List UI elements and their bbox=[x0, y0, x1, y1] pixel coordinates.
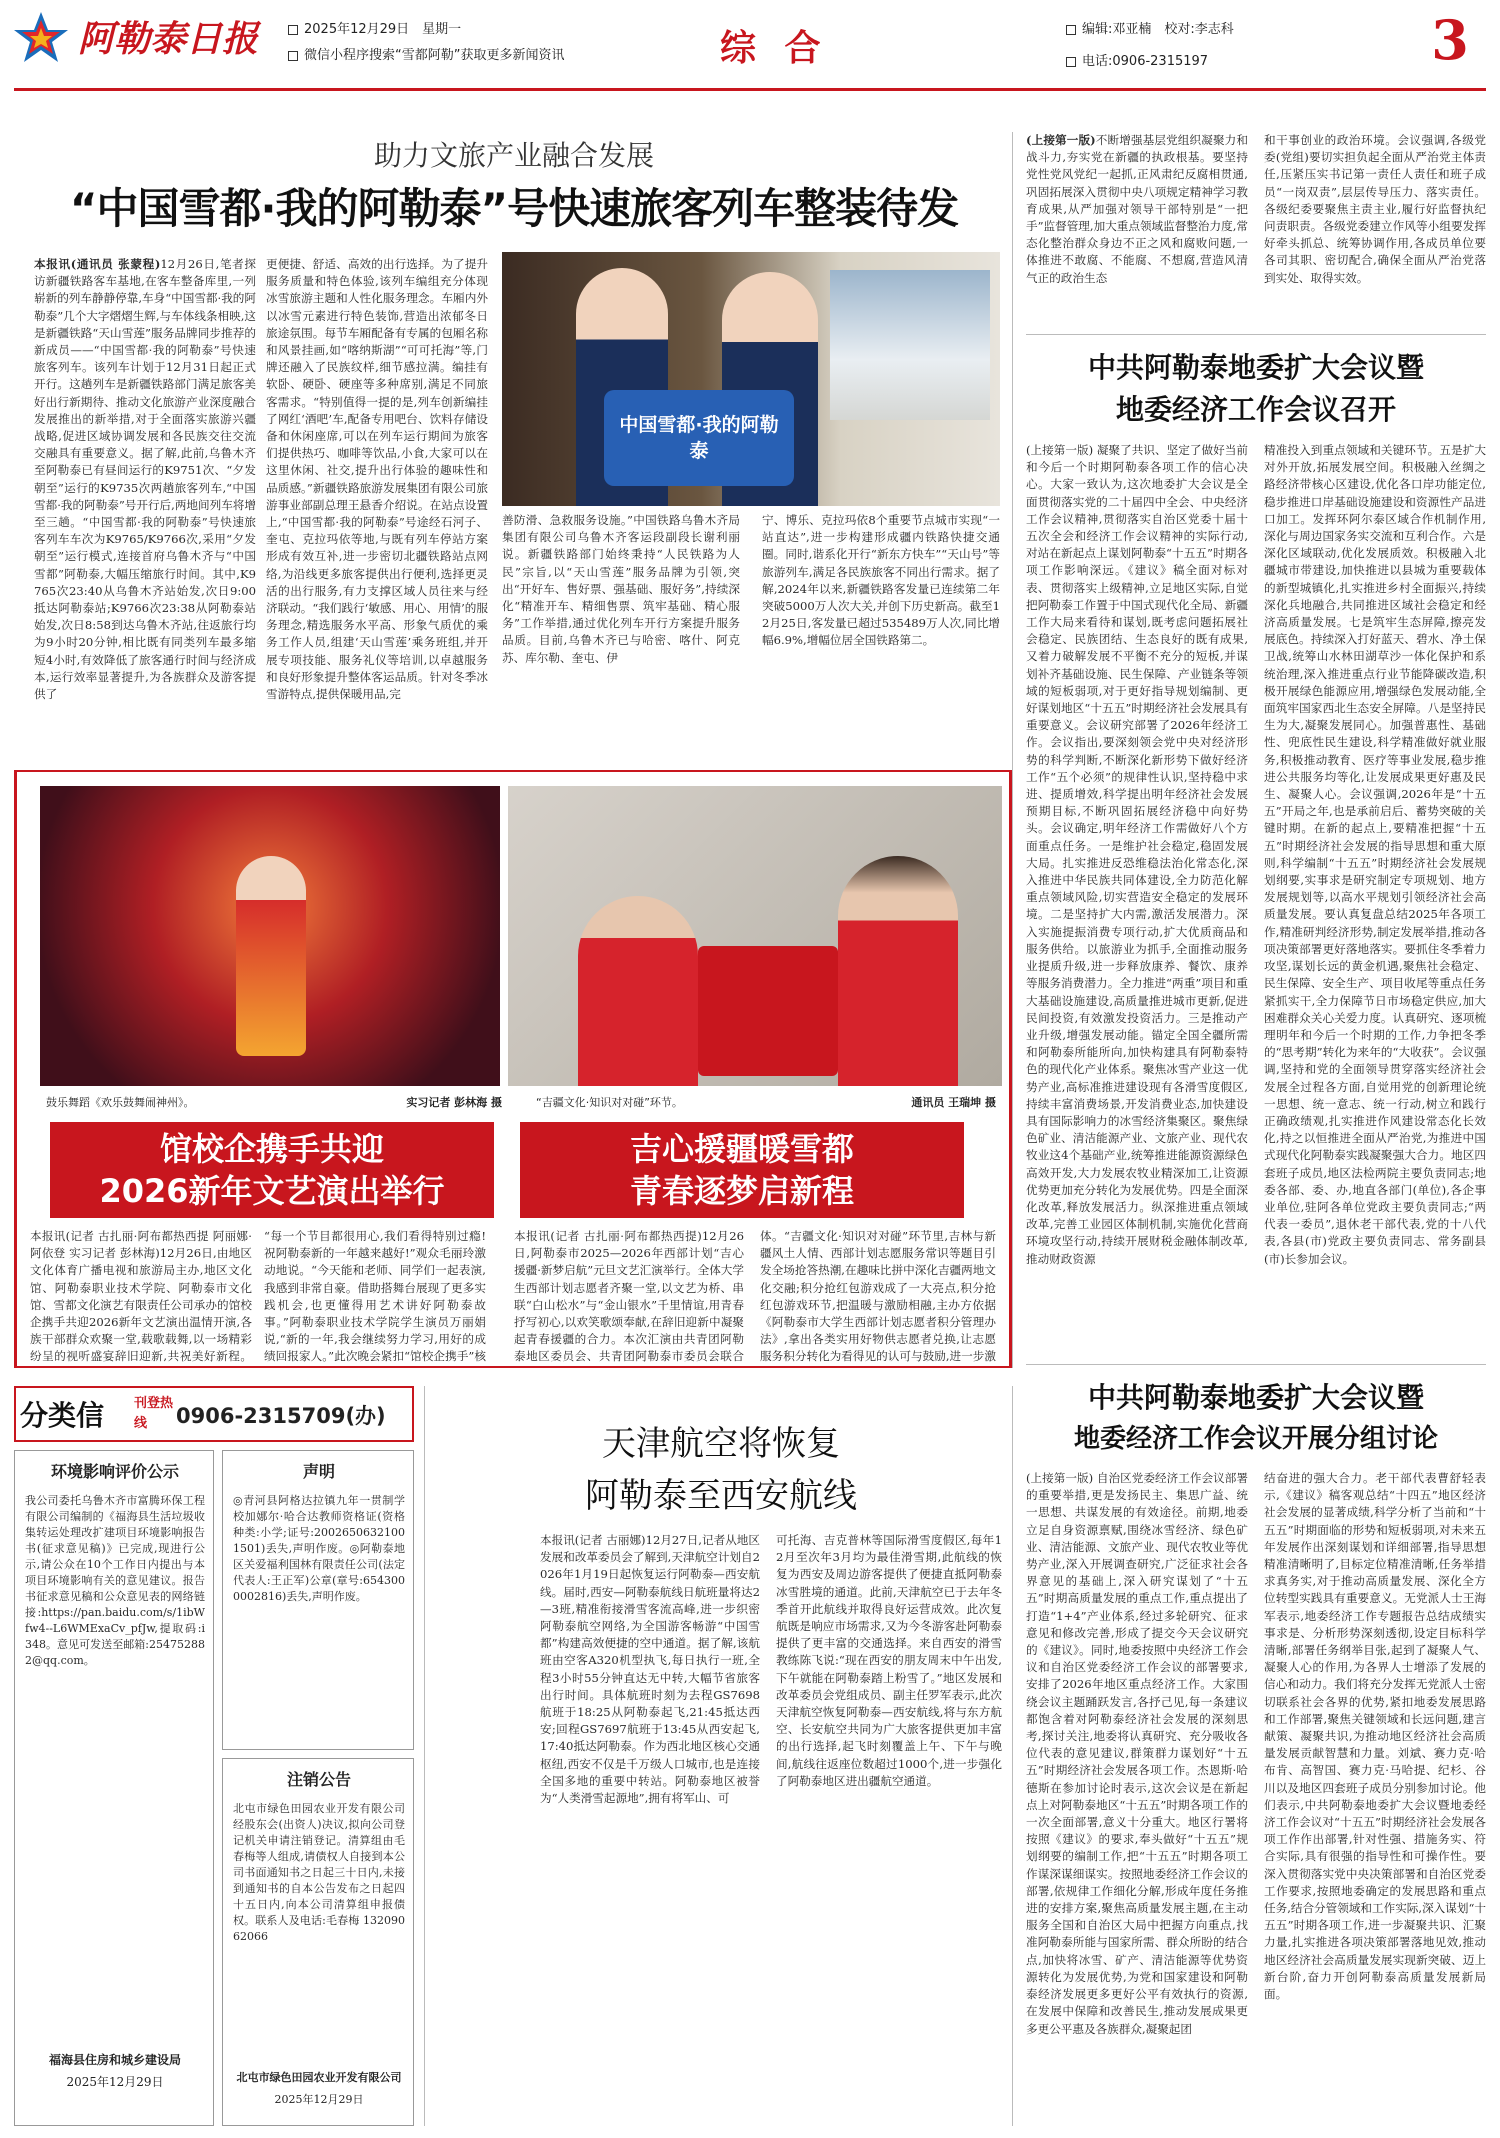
lead-kicker: 助力文旅产业融合发展 bbox=[373, 139, 654, 172]
cancellation-signer: 北屯市绿色田园农业开发有限公司 bbox=[236, 2071, 402, 2084]
paper-name: 阿勒泰日报 bbox=[78, 19, 259, 60]
env-body: 我公司委托乌鲁木齐市富腾环保工程有限公司编制的《福海县生活垃圾收集转运处理改扩建项目环境影响报告书(征求意见稿)》已完成,现进行公示,请公众在10个工作日内提出与本项目环境影响有关的意见建议。报告书征求意见稿和公众意见表的网络链接:https://pan.baidu.com/s/1ibWfw4--L6WMExaCv_pfJw,提取码:i348。意见可发送至邮箱:254752882@qq.com。 bbox=[25, 1494, 205, 1667]
story3-rule bbox=[1026, 1364, 1486, 1365]
newspaper-logo-icon bbox=[10, 10, 72, 72]
right-photo-credit: 通讯员 王瑞坤 摄 bbox=[911, 1096, 996, 1109]
statement-body: ◎青河县阿格达拉镇九年一贯制学校加娜尔·哈合达教师资格证(资格种类:小学;证号:20026506321001501)丢失,声明作废。◎阿勒泰地区关爱福利国林有限责任公司(法定代表人:王正军)公章(章号:6543000002816)丢失,声明作废。 bbox=[233, 1494, 405, 1603]
volunteer-right bbox=[838, 856, 958, 1086]
lead-col-4: 宁、博乐、克拉玛依8个重要节点城市实现“一站直达”,进一步构建形成疆内铁路快捷交通圈。同时,谐系化开行“新东方快车”“天山号”等旅游列车,满足各民族旅客不同出行需求。据了解,2024年以来,新疆铁路客发量已连续第二年突破5000万人次大关,并创下历史新高。截至12月25日,客发量已超过535489万人次,同比增幅6.9%,增幅位居全国铁路第二。 bbox=[762, 513, 1000, 648]
culture-right-col-2: 体。“吉疆文化·知识对对碰”环节里,吉林与新疆风土人情、西部计划志愿服务常识等题目引发全场抢答热潮,在趣味比拼中深化吉疆两地文化交融;积分抢红包游戏成了一大亮点,积分抢红包游戏环节,把温暖与激励相融,主办方依据《阿勒泰市大学生西部计划志愿者积分管理办法》,拿出各类实用好物供志愿者兑换,让志愿服务积分转化为看得见的认可与鼓励,进一步激 bbox=[760, 1229, 996, 1362]
left-photo-credit: 实习记者 彭林海 摄 bbox=[406, 1096, 502, 1109]
story3-col-1: (上接第一版) 自治区党委经济工作会议部署的重要举措,更是发扬民主、集思广益、统一思想、共谋发展的有效途径。前期,地委立足自身资源禀赋,围绕冰雪经济、绿色矿业、清洁能源、文旅产业、现代农牧业等优势产业,深入开展调查研究,广泛征求社会各界意见的基础上,深入研究谋划了“十五五”时期高质量发展的重点工作,重点提出了打造“1+4”产业体系,经过多轮研究、征求意见和修改完善,形成了提交今天会议研究的《建议》。同时,地委按照中央经济工作会议和自治区党委经济工作会议的部署要求,安排了2026年地区重点经济工作。大家围绕会议主题踊跃发言,各抒己见,每一条建议都饱含着对阿勒泰经济社会发展的深刻思考,探讨关注,地委将认真研究、充分吸收各位代表的意见建议,群策群力谋划好“十五五”时期经济社会发展各项工作。杰恩斯·哈德斯在参加讨论时表示,这次会议是在新起点上对阿勒泰地区“十五五”时期各项工作的一次全面部署,意义十分重大。地区行署将按照《建议》的要求,奉头做好“十五五”规划纲要的编制工作,把“十五五”时期各项工作谋深谋细谋实。按照地委经济工作会议的部署,依规律工作细化分解,形成年度任务推进的安排方案,聚焦高质量发展主题,在主动服务全国和自治区大局中把握方向重点,找准阿勒泰所能与国家所需、群众所盼的结合点,加快将冰雪、矿产、清洁能源等优势资源转化为发展优势,为党和国家建设和阿勒泰经济发展更多更好公平有效执行的资源,在发展中保障和改善民生,推动发展成果更多更公平惠及各族群众,凝聚起团 bbox=[1026, 1471, 1248, 2036]
story4-headline-line-1: 天津航空将恢复 bbox=[602, 1424, 840, 1464]
right-culture-headline-line-2: 青春逐梦启新程 bbox=[629, 1172, 854, 1210]
editor-line: 编辑:邓亚楠 校对:李志科 bbox=[1066, 18, 1366, 38]
dancer-figure bbox=[236, 856, 306, 1056]
story4-col-1: 本报讯(记者 古丽娜)12月27日,记者从地区发展和改革委员会了解到,天津航空计划自2026年1月19日起恢复运行阿勒泰—西安航线。届时,西安—阿勒泰航线日航班量将达2—3班,精准衔接滑雪客流高峰,进一步织密阿勒泰航空网络,为全国游客畅游“中国雪都”构建高效便捷的空中通道。据了解,该航班由空客A320机型执飞,每日执行一班,全程3小时55分钟直达无中转,大幅节省旅客出行时间。具体航班时刻为去程GS7698航班于18:25从阿勒泰起飞,21:45抵达西安;回程GS7697航班于13:45从西安起飞,17:40抵达阿勒泰。作为西北地区核心交通枢纽,西安不仅是千万级人口城市,也是连接全国多地的重要中转站。阿勒泰地区被誉为“人类滑雪起源地”,拥有将军山、可 bbox=[540, 1533, 760, 1806]
pillow-banner: 中国雪都·我的阿勒泰 bbox=[604, 390, 794, 486]
env-title: 环境影响评价公示 bbox=[50, 1462, 179, 1481]
right-top-col-1-text: 不断增强基层党组织凝聚力和战斗力,夯实党在新疆的执政根基。要坚持党性党风党纪一起抓,正风肃纪反腐相贯通,巩固拓展深入贯彻中央八项规定精神学习教育成果,从严加强对领导干部特别是“一把手”监督管理,加大重点领域监督整治力度,常态化整治群众身边不正之风和腐败问题,一体推进不敢腐、不能腐、不想腐,营造风清气正的政治生态 bbox=[1026, 133, 1248, 285]
right-culture-headline-line-1: 吉心援疆暖雪都 bbox=[629, 1130, 854, 1168]
statement-notice bbox=[222, 1450, 414, 1750]
culture-left-col-2: “每一个节目都很用心,我们看得特别过瘾!祝阿勒泰新的一年越来越好!”观众毛丽玲激动地说。“今天能和老师、同学们一起表演,我感到非常自豪。借助搭舞台展现了更多实践机会,也更懂得用艺术讲好阿勒泰故事。”阿勒泰职业技术学院学生演员万丽娟说,“新的一年,我会继续努力学习,用好的成绩回报家人。”此次晚会紧扣“馆校企携手”核 bbox=[264, 1229, 486, 1362]
left-culture-headline bbox=[50, 1122, 494, 1218]
classified-banner bbox=[14, 1386, 414, 1442]
env-signer: 福海县住房和城乡建设局 bbox=[48, 2053, 181, 2067]
right-top-col-2: 和干事创业的政治环境。会议强调,各级党委(党组)要切实担负起全面从严治党主体责任,压紧压实书记第一责任人责任和班子成员“一岗双责”,层层传导压力、落实责任。各级纪委要聚焦主责主业,履行好监督执纪问责职责。各级党委建立作风等小组要发挥好牵头抓总、统筹协调作用,各成员单位要各司其职、密切配合,确保全面从严治党落到实处、取得实效。 bbox=[1264, 133, 1486, 285]
volunteer-left bbox=[578, 896, 698, 1086]
cancellation-body: 北屯市绿色田园农业开发有限公司经股东会(出资人)决议,拟向公司登记机关申请注销登记。清算组由毛春梅等人组成,请债权人自接到本公司书面通知书之日起三十日内,未接到通知书的自本公告发布之日起四十五日内,向本公司清算组申报债权。联系人及电话:毛春梅 13209062066 bbox=[233, 1802, 405, 1943]
left-culture-headline-line-1: 馆校企携手共迎 bbox=[159, 1130, 384, 1168]
cancellation-date: 2025年12月29日 bbox=[274, 2093, 364, 2106]
culture-top-rule bbox=[14, 770, 1012, 772]
left-culture-headline-line-2: 2026新年文艺演出举行 bbox=[99, 1172, 445, 1210]
statement-title: 声明 bbox=[302, 1462, 335, 1481]
right-top-lead-tag: (上接第一版) bbox=[1026, 133, 1096, 147]
train-attendants-photo bbox=[502, 252, 1000, 506]
left-photo-caption: 鼓乐舞蹈《欢乐鼓舞闹神州》。 bbox=[46, 1096, 195, 1109]
culture-right-col-1: 本报讯(记者 古扎丽·阿布都热西提)12月26日,阿勒泰市2025—2026年西部计划“吉心援疆·新梦启航”元旦文艺汇演举行。全体大学生西部计划志愿者齐聚一堂,以文艺为桥、串联“白山松水”与“金山银水”千里情谊,用青春抒写初心,以欢笑歌颂奉献,在辞旧迎新中凝聚起青春援疆的合力。本次汇演由共青团阿勒泰地区委员会、共青团阿勒泰市委员会联合 bbox=[514, 1229, 744, 1362]
story4-col-2: 可托海、吉克普林等国际滑雪度假区,每年12月至次年3月均为最佳滑雪期,此航线的恢复为西安及周边游客提供了便捷直抵阿勒泰冰雪胜境的通道。此前,天津航空已于去年冬季首开此航线并取得良好运营成效。此次复航既是响应市场需求,又为今冬游客赴阿勒泰提供了更丰富的交通选择。来自西安的滑雪教练陈飞说:“现在西安的朋友周末中午出发,下午就能在阿勒泰踏上粉雪了。”地区发展和改革委员会党组成员、副主任罗军表示,此次天津航空恢复阿勒泰—西安航线,将与东方航空、长安航空共同为广大旅客提供更加丰富的出行选择,起飞时刻覆盖上午、下午与晚间,航线往返座位数超过1000个,进一步强化了阿勒泰地区进出疆航空通道。 bbox=[776, 1533, 1002, 1788]
story3-headline-line-2: 地委经济工作会议开展分组讨论 bbox=[1073, 1424, 1438, 1454]
culture-bottom-rule bbox=[14, 1366, 1012, 1368]
right-top-col-1 bbox=[1026, 132, 1248, 322]
story4-headline-line-2: 阿勒泰至西安航线 bbox=[585, 1476, 857, 1516]
red-box bbox=[698, 946, 838, 1076]
lead-right-divider bbox=[1012, 132, 1013, 1368]
env-date: 2025年12月29日 bbox=[66, 2075, 164, 2089]
culture-left-col-1: 本报讯(记者 古扎丽·阿布都热西提 阿丽娜·阿依登 实习记者 彭林海)12月26日,由地区文化体育广播电视和旅游局主办,地区文化馆、阿勒泰职业技术学院、阿勒泰市文化馆、雪都文化演艺有限责任公司承办的馆校企携手共迎2026新年文艺演出温情开演,各族干部群众欢聚一堂,载歌载舞,以一场精彩纷呈的视听盛宴辞旧迎新,共祝美好新程。 bbox=[30, 1229, 252, 1362]
volunteer-photo bbox=[508, 786, 1002, 1086]
story2-col-2: 精准投入到重点领域和关键环节。五是扩大对外开放,拓展发展空间。积极融入丝绸之路经济带核心区建设,优化各口岸功能定位,稳步推进口岸基础设施建设和资源性产品进口加工。发挥环阿尔泰区域合作机制作用,深化与周边国家务实交流和互利合作。六是深化区域联动,优化发展质效。积极融入北疆城市带建设,加快推进以县城为重要载体的新型城镇化,扎实推进乡村全面振兴,持续深化兵地融合,共同推进区域社会稳定和经济高质量发展。七是筑牢生态屏障,擦亮发展底色。持续深入打好蓝天、碧水、净土保卫战,统筹山水林田湖草沙一体化保护和系统治理,深入推进重点行业节能降碳改造,积极开展绿色能源应用,增强绿色发展动能,全面筑牢国家西北生态安全屏障。八是坚持民生为大,凝聚发展同心。加强普惠性、基础性、兜底性民生建设,科学精准做好就业服务,积极推动教育、医疗等事业发展,稳步推进公共服务均等化,让发展成果更好惠及民生、凝聚人心。会议强调,2026年是“十五五”开局之年,也是承前启后、蓄势突破的关键时期。在新的起点上,要精准把握“十五五”时期经济社会发展的指导思想和重大原则,科学编制“十五五”时期经济社会发展规划纲要,实事求是研究制定专项规划、地方发展规划等,以高水平规划引领经济社会高质量发展。要认真复盘总结2025年各项工作,精准研判经济形势,制定发展举措,推动各项决策部署更好落地落实。要抓住冬季着力攻坚,谋划长远的黄金机遇,聚焦社会稳定、民生保障、安全生产、项目收尾等重点任务紧抓实干,全力保障节日市场稳定供应,加大困难群众关心关爱力度。认真研究、逐项梳理明年和今后一个时期的工作,力争把冬季的“思考期”转化为来年的“大收获”。会议强调,坚持和党的全面领导贯穿落实经济社会发展全过程各方面,自觉用党的创新理论统一思想、统一意志、统一行动,树立和践行正确政绩观,扎实推进作风建设常态化长效化,持之以恒推进全面从严治党,为推进中国式现代化阿勒泰实践凝聚强大合力。地区四套班子成员,地区法检两院主要负责同志;地委各部、委、办,地直各部门(单位),各企事业单位,驻阿各单位党政主要负责同志;“两代表一委员”,退休老干部代表,党的十八代表,各县(市)党政主要负责同志、常务副县(市)长参加会议。 bbox=[1264, 443, 1486, 1266]
section-name: 综 合 bbox=[720, 28, 829, 69]
lead-byline: 本报讯(通讯员 张蒙程) bbox=[34, 257, 161, 271]
wall-painting bbox=[830, 270, 990, 420]
cancellation-title: 注销公告 bbox=[286, 1770, 351, 1789]
classified-title: 分类信 bbox=[20, 1399, 105, 1432]
masthead-rule bbox=[14, 88, 1486, 91]
lead-col-3: 善防滑、急救服务设施。”中国铁路乌鲁木齐局集团有限公司乌鲁木齐客运段副段长谢利丽说。新疆铁路部门始终秉持“人民铁路为人民”宗旨,以“天山雪莲”服务品牌为引领,突出“开好车、售好票、强基础、服好务”,持续深化“精准开车、精细售票、筑牢基础、精心服务”工作举措,通过优化列车开行方案提升服务品质。目前,乌鲁木齐已与哈密、喀什、阿克苏、库尔勒、奎屯、伊 bbox=[502, 513, 740, 665]
wechat-line: 微信小程序搜索“雪都阿勒”获取更多新闻资讯 bbox=[288, 44, 708, 64]
drum-dance-photo bbox=[40, 786, 500, 1086]
phone-line: 电话:0906-2315197 bbox=[1066, 50, 1366, 70]
hotline-label: 刊登热线 bbox=[134, 1396, 174, 1431]
right-photo-caption: “吉疆文化·知识对对碰”环节。 bbox=[536, 1096, 683, 1109]
story4-right-divider bbox=[1012, 1386, 1013, 2126]
lead-col-1 bbox=[34, 256, 256, 800]
story4-left-divider bbox=[424, 1386, 425, 2126]
cancellation-notice bbox=[222, 1758, 414, 2126]
env-notice bbox=[14, 1450, 214, 2126]
lead-headline: “中国雪都·我的阿勒泰”号快速旅客列车整装待发 bbox=[69, 184, 959, 233]
date-line: 2025年12月29日 星期一 bbox=[288, 18, 708, 38]
story2-headline-line-1: 中共阿勒泰地委扩大会议暨 bbox=[1087, 351, 1424, 384]
story2-rule bbox=[1026, 334, 1486, 335]
masthead bbox=[0, 0, 1500, 98]
story2-col-1: (上接第一版) 凝聚了共识、坚定了做好当前和今后一个时期阿勒泰各项工作的信心决心。大家一致认为,这次地委扩大会议是全面贯彻落实党的二十届四中全会、中央经济工作会议精神,贯彻落实自治区党委十届十五次全会和经济工作会议精神的实际行动,对站在新起点上谋划阿勒泰“十五五”时期各项工作影响深远。《建议》稿全面对标对表、贯彻落实上级精神,立足地区实际,自觉把阿勒泰工作置于中国式现代化全局、新疆工作大局来看待和谋划,既考虑问题拓展社会稳定、民族团结、生态良好的既有成果,又着力破解发展不平衡不充分的短板,并谋划补齐基础设施、民生保障、产业链条等领域的短板弱项,对于更好指导规划编制、更好谋划地区“十五五”时期经济社会发展具有重要意义。会议研究部署了2026年经济工作。会议指出,要深刻领会党中央对经济形势的科学判断,不断深化新形势下做好经济工作“五个必须”的规律性认识,坚持稳中求进、提质增效,科学提出明年经济社会发展预期目标,不断巩固拓展经济稳中向好势头。会议确定,明年经济工作需做好八个方面重点任务。一是维护社会稳定,稳固发展大局。扎实推进反恐维稳法治化常态化,深入推进中华民族共同体建设,全力防范化解重点领域风险,切实营造安全稳定的发展环境。二是坚持扩大内需,激活发展潜力。深入实施提振消费专项行动,扩大优质商品和服务供给。以旅游业为抓手,全面推动服务业提质升级,进一步释放康养、餐饮、康养等服务消费潜力。全力推进“两重”项目和重大基础设施建设,高质量推进城市更新,促进民间投资,有效激发投资活力。三是推动产业升级,增强发展动能。锚定全国全疆所需和阿勒泰所能所向,加快构建具有阿勒泰特色的现代化产业体系。聚焦冰雪产业这一优势产业,高标准推进建设现有各滑雪度假区,持续丰富消费场景,开发消费业态,加快建设具有国际影响力的冰雪经济集聚区。聚焦绿色矿业、清洁能源产业、文旅产业、现代农牧业这4个基础产业,统筹推进能源资源绿色高效开发,大力发展农牧业精深加工,让资源优势更加充分转化为发展优势。四是全面深化改革,释放发展活力。纵深推进重点领域改革,完善工业园区体制机制,实施优化营商环境攻坚行动,持续开展财税金融体制改革,推动财政资源 bbox=[1026, 443, 1248, 1266]
right-culture-headline bbox=[520, 1122, 964, 1218]
story3-col-2: 结奋进的强大合力。老干部代表曹舒轻表示,《建议》稿客观总结“十四五”地区经济社会发展的显著成绩,科学分析了当前和“十五五”时期面临的形势和短板弱项,对未来五年发展作出深刻谋划和详细部署,指导思想精准清晰明了,目标定位精准清晰,任务举措求真务实,对于推动高质量发展、深化全方位转型实践具有重要意义。无党派人士王海军表示,地委经济工作专题报告总结成绩实事求是、分析形势深刻透彻,设定目标科学清晰,部署任务纲举目张,起到了凝聚人气、凝聚人心的作用,为各界人士增添了发展的信心和动力。我们将充分发挥无党派人士密切联系社会各界的优势,紧扣地委发展思路和工作部署,聚焦关键领域和长远问题,建言献策、凝聚共识,为推动地区经济社会高质量发展贡献智慧和力量。刘斌、赛力克·哈布肯、高智国、赛力克·马哈提、纪杉、谷川以及地区四套班子成员分别参加讨论。他们表示,中共阿勒泰地委扩大会议暨地委经济工作会议对“十五五”时期经济社会发展各项工作作出部署,针对性强、措施务实、符合实际,具有很强的指导性和可操作性。要深入贯彻落实党中央决策部署和自治区党委工作要求,按照地委确定的发展思路和重点任务,结合分管领域和工作实际,深入谋划“十五五”时期各项工作,进一步凝聚共识、汇聚力量,扎实推进各项决策部署落地见效,推动地区经济社会高质量发展实现新突破、迈上新台阶,奋力开创阿勒泰高质量发展新局面。 bbox=[1264, 1471, 1486, 2002]
page-number: 3 bbox=[1431, 8, 1469, 72]
story3-headline-line-1: 中共阿勒泰地委扩大会议暨 bbox=[1087, 1381, 1424, 1414]
hotline-number: 0906-2315709(办) bbox=[176, 1404, 386, 1428]
story2-headline-line-2: 地委经济工作会议召开 bbox=[1115, 393, 1396, 426]
lead-col-1-text: 12月26日,笔者探访新疆铁路客车基地,在客车整备库里,一列崭新的列车静静停靠,车身“中国雪都·我的阿勒泰”几个大字熠熠生辉,与车体线条相映,这是新疆铁路“天山雪莲”服务品牌同步推荐的新成员——“中国雪都·我的阿勒泰”号快速旅客列车。该列车计划于12月31日起正式开行。这趟列车是新疆铁路部门满足旅客美好出行新期待、推动文化旅游产业深度融合发展推出的新举措,对于全面落实旅游兴疆战略,促进区域协调发展和各民族交往交流交融具有重要意义。据了解,此前,乌鲁木齐至阿勒泰已有昼间运行的K9751次、“夕发朝至”运行的K9735次两趟旅客列车,“中国雪都·我的阿勒泰”号开行后,两地间列车将增至三趟。“中国雪都·我的阿勒泰”号快速旅客列车车次为K9765/K9766次,采用“夕发朝至”运行模式,连接首府乌鲁木齐与“中国雪都”阿勒泰,大幅压缩旅行时间。其中,K9765次23:40从乌鲁木齐站始发,次日9:00抵达阿勒泰站;K9766次23:38从阿勒泰站始发,次日8:58到达乌鲁木齐站,往返旅行均为9小时20分钟,相比既有同类列车最多缩短4小时,有效降低了旅客通行时间与经济成本,运行效率显著提升,为各族群众及游客提供了 bbox=[34, 257, 256, 702]
lead-col-2: 更便捷、舒适、高效的出行选择。为了提升服务质量和特色体验,该列车编组充分体现冰雪旅游主题和人性化服务理念。车厢内外以冰雪元素进行特色装饰,营造出浓郁冬日旅途氛围。每节车厢配备有专属的包厢名称和风景挂画,如“喀纳斯湖”“可可托海”等,门牌还融入了民族纹样,细节感拉满。编挂有软卧、硬卧、硬座等多种席别,满足不同旅客需求。“特别值得一提的是,列车创新编挂了网红‘酒吧’车,配备专用吧台、饮料存储设备和休闲座席,可以在列车运行期间为旅客们提供热巧、咖啡等饮品,小食,大家可以在这里休闲、社交,提升出行体验的趣味性和品质感。”新疆铁路旅游发展集团有限公司旅游事业部副总理王悬香介绍说。在站点设置上,“中国雪都·我的阿勒泰”号途经石河子、奎屯、克拉玛依等地,与既有列车停站方案形成有效互补,进一步密切北疆铁路站点网络,为沿线更多旅客提供出行便利,选择更灵活的出行服务,有力支撑区域人员往来与经济联动。“我们践行‘敏感、用心、用情’的服务理念,精选服务水平高、形象气质优的乘务工作人员,组建‘天山雪莲’乘务班组,并开展专项技能、服务礼仪等培训,以卓越服务和良好形象提升整体客运品质。针对冬季冰雪游特点,提供保暖用品,完 bbox=[266, 257, 488, 702]
